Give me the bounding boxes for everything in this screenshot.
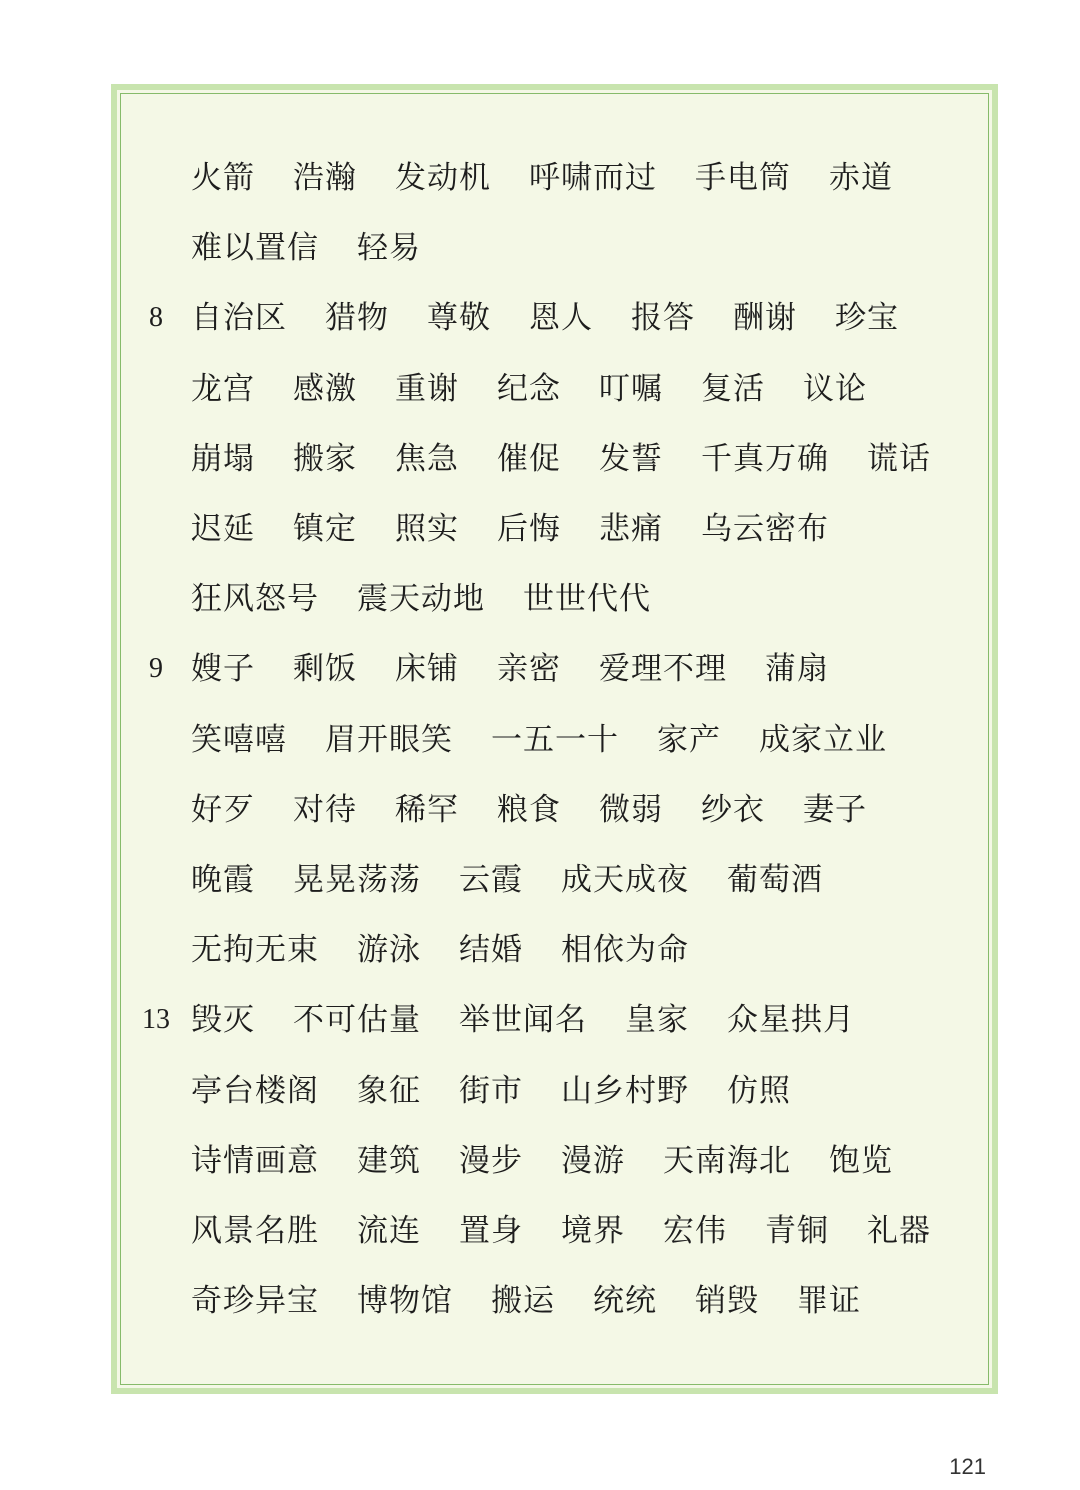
lesson-number: 13 [142,1004,170,1035]
vocabulary-word: 龙宫 [191,371,255,407]
lesson-number: 8 [149,302,163,333]
vocabulary-word: 亲密 [497,651,561,687]
vocabulary-line [191,997,893,1043]
lesson-number: 9 [149,653,163,684]
vocabulary-word: 议论 [803,371,867,407]
vocabulary-word: 成天成夜 [561,862,689,898]
vocabulary-line [191,717,925,763]
vocabulary-word: 手电筒 [695,160,791,196]
vocabulary-word: 漫步 [459,1143,523,1179]
vocabulary-word: 好歹 [191,792,255,828]
vocabulary-word: 叮嘱 [599,371,663,407]
vocabulary-word: 后悔 [497,511,561,547]
vocabulary-line [191,787,905,833]
vocabulary-line [191,155,931,201]
vocabulary-word: 镇定 [293,511,357,547]
vocabulary-word: 街市 [459,1073,523,1109]
vocabulary-word: 震天动地 [357,581,485,617]
vocabulary-word: 罪证 [797,1283,861,1319]
vocabulary-word: 报答 [631,300,695,336]
vocabulary-word: 发誓 [599,441,663,477]
vocabulary-word: 悲痛 [599,511,663,547]
vocabulary-word: 无拘无束 [191,932,319,968]
vocabulary-word: 浩瀚 [293,160,357,196]
vocabulary-word: 一五一十 [491,722,619,758]
vocabulary-word: 置身 [459,1213,523,1249]
vocabulary-word: 酬谢 [733,300,797,336]
vocabulary-word: 嫂子 [191,651,255,687]
vocabulary-word: 亭台楼阁 [191,1073,319,1109]
vocabulary-word: 青铜 [765,1213,829,1249]
vocabulary-word: 家产 [657,722,721,758]
vocabulary-word: 狂风怒号 [191,581,319,617]
vocabulary-word: 发动机 [395,160,491,196]
vocabulary-word: 搬运 [491,1283,555,1319]
vocabulary-word: 众星拱月 [727,1002,855,1038]
vocabulary-line [191,1138,931,1184]
vocabulary-word: 游泳 [357,932,421,968]
vocabulary-word: 饱览 [829,1143,893,1179]
vocabulary-word: 崩塌 [191,441,255,477]
vocabulary-word: 猎物 [325,300,389,336]
vocabulary-line [191,506,867,552]
vocabulary-line [191,1208,969,1254]
vocabulary-word: 纪念 [497,371,561,407]
page-number: 121 [949,1454,986,1479]
vocabulary-word: 对待 [293,792,357,828]
vocabulary-word: 乌云密布 [701,511,829,547]
vocabulary-word: 销毁 [695,1283,759,1319]
vocabulary-line [191,1068,829,1114]
vocabulary-line [191,436,969,482]
vocabulary-line [191,366,905,412]
vocabulary-word: 催促 [497,441,561,477]
vocabulary-line [191,576,689,622]
vocabulary-word: 火箭 [191,160,255,196]
vocabulary-word: 象征 [357,1073,421,1109]
vocabulary-word: 晚霞 [191,862,255,898]
vocabulary-word: 山乡村野 [561,1073,689,1109]
vocabulary-word: 统统 [593,1283,657,1319]
vocabulary-word: 风景名胜 [191,1213,319,1249]
vocabulary-word: 晃晃荡荡 [293,862,421,898]
vocabulary-word: 博物馆 [357,1283,453,1319]
vocabulary-line [191,857,861,903]
vocabulary-word: 自治区 [191,300,287,336]
vocabulary-line [191,295,937,341]
vocabulary-word: 妻子 [803,792,867,828]
vocabulary-word: 宏伟 [663,1213,727,1249]
vocabulary-word: 稀罕 [395,792,459,828]
vocabulary-word: 仿照 [727,1073,791,1109]
vocabulary-word: 结婚 [459,932,523,968]
vocabulary-word: 千真万确 [701,441,829,477]
vocabulary-word: 尊敬 [427,300,491,336]
vocabulary-word: 谎话 [867,441,931,477]
vocabulary-word: 珍宝 [835,300,899,336]
vocabulary-word: 剩饭 [293,651,357,687]
vocabulary-word: 不可估量 [293,1002,421,1038]
vocabulary-word: 轻易 [357,230,421,266]
vocabulary-word: 恩人 [529,300,593,336]
vocabulary-word: 漫游 [561,1143,625,1179]
vocabulary-word: 礼器 [867,1213,931,1249]
vocabulary-word: 粮食 [497,792,561,828]
vocabulary-word: 笑嘻嘻 [191,722,287,758]
vocabulary-word: 复活 [701,371,765,407]
vocabulary-word: 毁灭 [191,1002,255,1038]
vocabulary-line [191,646,867,692]
vocabulary-word: 云霞 [459,862,523,898]
vocabulary-word: 床铺 [395,651,459,687]
vocabulary-word: 微弱 [599,792,663,828]
vocabulary-word: 世世代代 [523,581,651,617]
vocabulary-word: 相依为命 [561,932,689,968]
vocabulary-word: 难以置信 [191,230,319,266]
vocabulary-word: 流连 [357,1213,421,1249]
vocabulary-word: 纱衣 [701,792,765,828]
vocabulary-line [191,225,459,271]
vocabulary-line [191,927,727,973]
vocabulary-word: 赤道 [829,160,893,196]
vocabulary-word: 感激 [293,371,357,407]
vocabulary-word: 诗情画意 [191,1143,319,1179]
vocabulary-word: 爱理不理 [599,651,727,687]
vocabulary-word: 呼啸而过 [529,160,657,196]
vocabulary-word: 迟延 [191,511,255,547]
vocabulary-word: 蒲扇 [765,651,829,687]
vocabulary-word: 建筑 [357,1143,421,1179]
vocabulary-word: 葡萄酒 [727,862,823,898]
vocabulary-word: 天南海北 [663,1143,791,1179]
vocabulary-word: 焦急 [395,441,459,477]
vocabulary-word: 搬家 [293,441,357,477]
vocabulary-word: 皇家 [625,1002,689,1038]
vocabulary-word: 奇珍异宝 [191,1283,319,1319]
vocabulary-word: 重谢 [395,371,459,407]
vocabulary-word: 成家立业 [759,722,887,758]
vocabulary-word: 举世闻名 [459,1002,587,1038]
vocabulary-line [191,1278,899,1324]
vocabulary-word: 照实 [395,511,459,547]
vocabulary-word: 境界 [561,1213,625,1249]
vocabulary-word: 眉开眼笑 [325,722,453,758]
